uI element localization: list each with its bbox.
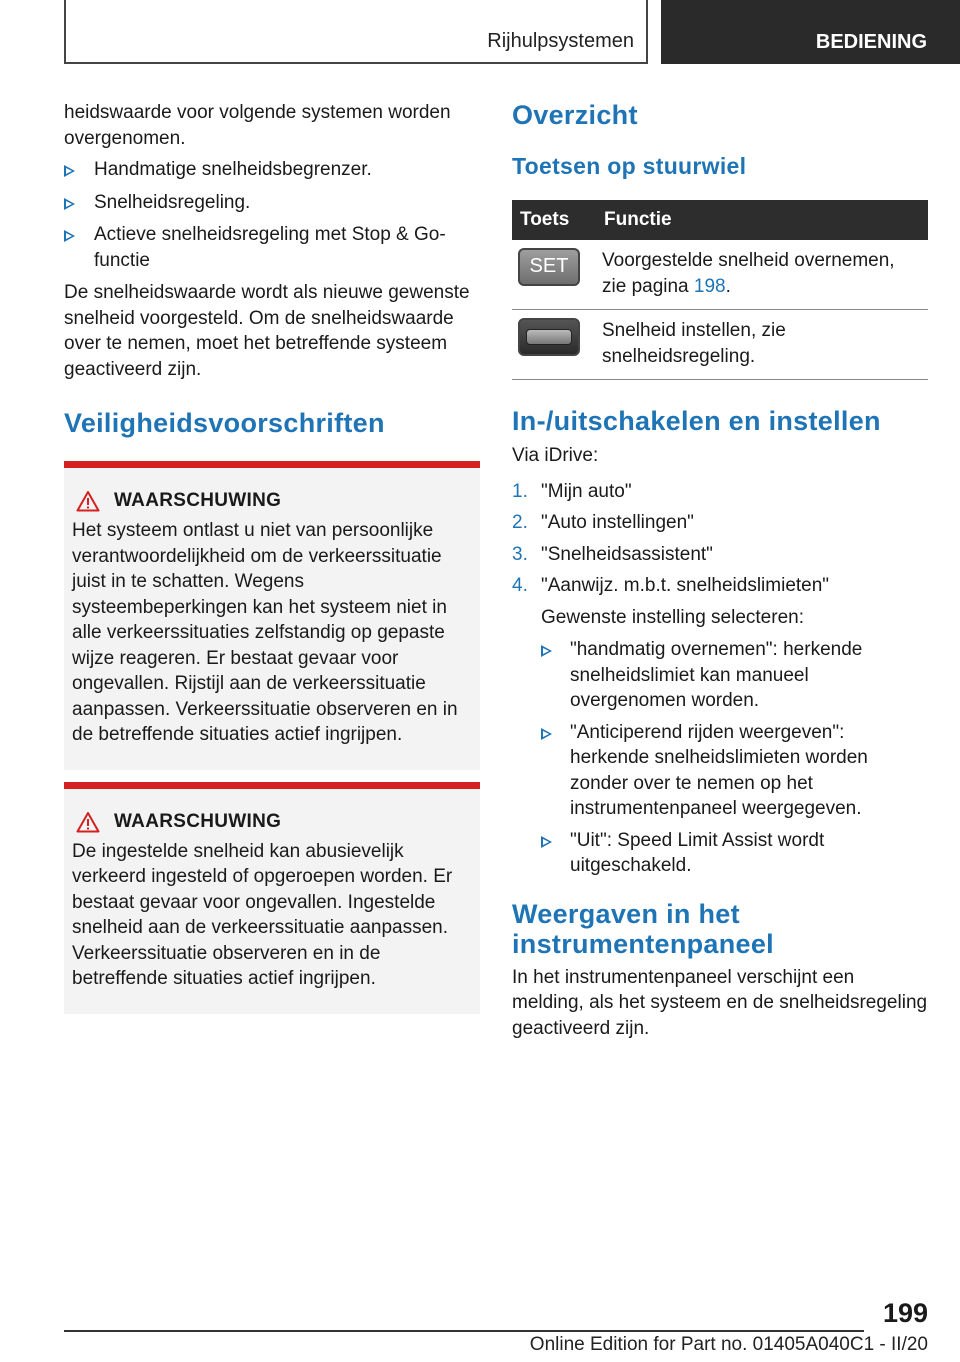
warning-title: WAARSCHUWING	[114, 810, 282, 832]
header-section-tab	[661, 0, 960, 64]
rocker-switch-icon	[518, 318, 580, 356]
warning-triangle-icon	[76, 811, 100, 833]
list-item: "handmatig overnemen": herkende snelheidslimiet kan manueel overgenomen worden.	[541, 637, 928, 714]
list-item: 4. "Aanwijz. m.b.t. snelheidslimieten" Gewenste instelling selecteren: "handmatig overnemen": herkende snelheidslimiet kan manueel overgenomen worden. "Anticiperend rijden weergeven": herkende snelheidslimieten worden zonder over te nemen op het instrumentenpaneel weergegeven. "Uit": Speed Limit Assist wordt uitgeschakeld.	[512, 573, 928, 879]
bullet-triangle-icon	[541, 728, 552, 740]
function-cell: Snelheid instellen, zie snelheidsregeling.	[596, 310, 928, 380]
warning-box-1	[64, 461, 480, 770]
warning-title: WAARSCHUWING	[114, 490, 282, 511]
warning-text: Het systeem ontlast u niet van persoonlijke verantwoordelijkheid om de verkeerssituatie juist in te schatten. Wegens systeembeperkingen kan het systeem niet in alle verkeerssituaties zelfstandig op gepaste wijze reageren. Er bestaat gevaar voor ongevallen. Rijstijl aan de verkeerssituatie aanpassen. Verkeerssituatie observeren en in de betreffende situaties actief ingrijpen.	[72, 520, 458, 745]
right-column	[512, 100, 928, 1041]
set-button-icon: SET	[518, 248, 580, 286]
page-number: 199	[882, 1298, 928, 1328]
systems-list	[64, 157, 480, 273]
warning-triangle-icon	[76, 490, 100, 512]
display-heading: Weergaven in het instrumentenpaneel	[512, 898, 774, 959]
table-header-function: Functie	[596, 200, 928, 240]
bullet-triangle-icon	[64, 165, 75, 177]
left-column	[64, 100, 480, 1014]
header-chapter-box	[64, 0, 648, 64]
bullet-triangle-icon	[64, 230, 75, 242]
list-item: Snelheidsregeling.	[64, 190, 480, 216]
function-cell: Voorgestelde snelheid overnemen, zie pagina 198.	[596, 240, 928, 310]
footer-divider	[64, 1330, 864, 1332]
bullet-triangle-icon	[64, 198, 75, 210]
suggestion-paragraph: De snelheidswaarde wordt als nieuwe gewenste snelheid voorgesteld. Om de snelheidswaarde over te nemen, moet het betreffende systeem geactiveerd zijn.	[64, 282, 470, 380]
list-item: Actieve snelheidsregeling met Stop & Go-functie	[64, 222, 480, 273]
display-paragraph: In het instrumentenpaneel verschijnt een melding, als het systeem en de snelheidsregeling geactiveerd zijn.	[512, 966, 928, 1039]
list-item: 1. "Mijn auto"	[512, 480, 632, 502]
list-item: 3. "Snelheidsassistent"	[512, 543, 713, 565]
overview-heading: Overzicht	[512, 100, 638, 130]
section-title: BEDIENING	[815, 31, 927, 53]
list-item: "Uit": Speed Limit Assist wordt uitgeschakeld.	[541, 828, 928, 879]
list-item: "Anticiperend rijden weergeven": herkende snelheidslimieten worden zonder over te nemen op het instrumentenpaneel weergegeven.	[541, 720, 928, 822]
safety-heading: Veiligheidsvoorschriften	[64, 408, 385, 438]
bullet-triangle-icon	[541, 645, 552, 657]
steps-list	[512, 479, 928, 879]
switch-heading: In-/uitschakelen en instellen	[512, 406, 881, 436]
choose-setting-text: Gewenste instelling selecteren:	[541, 606, 804, 628]
warning-box-2	[64, 782, 480, 1014]
bullet-triangle-icon	[541, 836, 552, 848]
list-item: 2. "Auto instellingen"	[512, 512, 694, 533]
footer-edition: Online Edition for Part no. 01405A040C1 - II/20	[529, 1334, 928, 1355]
table-header-key: Toets	[512, 200, 596, 240]
keys-table	[512, 200, 928, 380]
list-item: Handmatige snelheidsbegrenzer.	[64, 157, 480, 183]
via-idrive-text: Via iDrive:	[512, 445, 599, 466]
warning-text: De ingestelde snelheid kan abusievelijk verkeerd ingesteld of opgeroepen worden. Er bestaat gevaar voor ongevallen. Ingestelde snelheid aan de verkeerssituatie aanpassen. Verkeerssituatie observeren en in de betreffende situaties actief ingrijpen.	[72, 840, 453, 989]
table-row	[512, 310, 928, 380]
page-link[interactable]: 198	[693, 275, 726, 297]
table-row	[512, 240, 928, 310]
chapter-title: Rijhulpsystemen	[487, 30, 634, 52]
options-list	[541, 637, 928, 879]
steering-keys-heading: Toetsen op stuurwiel	[512, 153, 747, 179]
intro-text: heidswaarde voor volgende systemen worden overgenomen.	[64, 102, 451, 149]
